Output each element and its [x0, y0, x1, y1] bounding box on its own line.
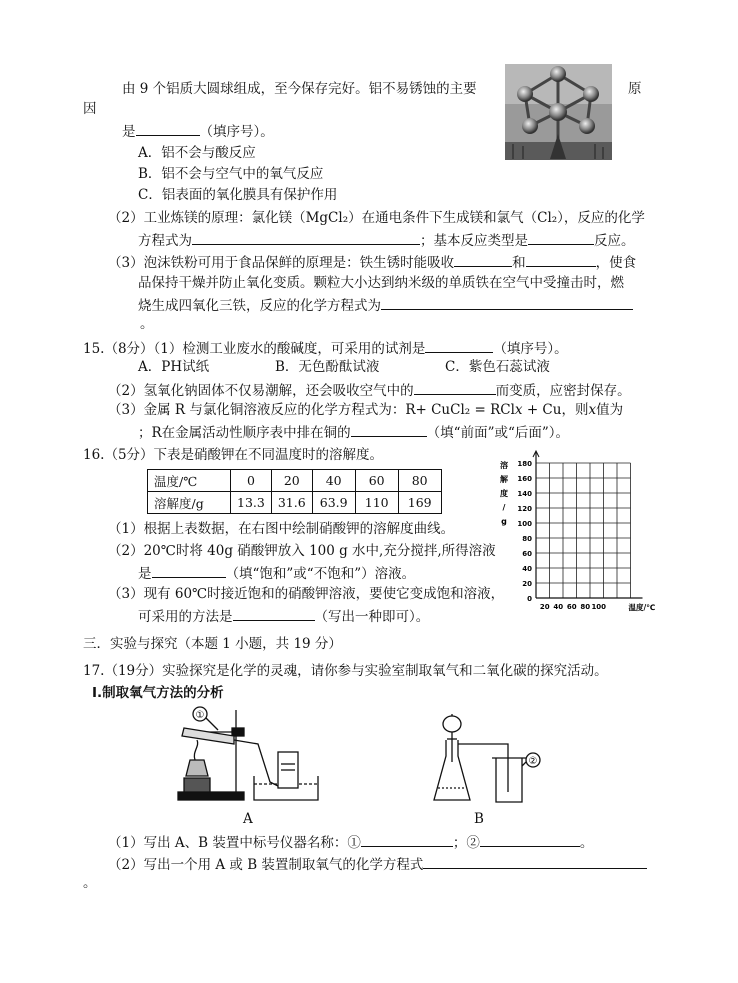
- section-three-title: 三．实验与探究（本题 1 小题，共 19 分）: [83, 636, 342, 652]
- table-row: [148, 470, 442, 492]
- y-tick-label: 0: [527, 595, 532, 603]
- apparatus-a-diagram: [170, 704, 322, 808]
- y-tick-label: 60: [522, 550, 532, 558]
- table-cell: 13.3: [231, 492, 272, 514]
- table-cell: 169: [398, 492, 441, 514]
- q14-part3-line3: 烧生成四氧化三铁，反应的化学方程式为: [138, 295, 633, 315]
- table-cell: 80: [398, 470, 441, 492]
- q14-part3-line4: 。: [140, 316, 154, 332]
- q17-line1: 17.（19分）实验探究是化学的灵魂，请你参与实验室制取氧气和二氧化碳的探究活动。: [83, 663, 608, 679]
- apparatus-b-diagram: [430, 712, 542, 808]
- table-cell: 0: [231, 470, 272, 492]
- q15-option-a: A．PH试纸: [138, 359, 210, 375]
- x-tick-label: 80: [580, 603, 591, 611]
- q15-line1: 15.（8分）（1）检测工业废水的酸碱度，可采用的试剂是 （填序号）。: [83, 338, 568, 358]
- q16-part3-line1: （3）现有 60℃时接近饱和的硝酸钾溶液，要使它变成饱和溶液，: [108, 586, 505, 602]
- label-a: A: [243, 811, 253, 827]
- q14-part2-line1: （2）工业炼镁的原理：氯化镁（MgCl₂）在通电条件下生成镁和氯气（Cl₂），反应的化学: [108, 210, 645, 226]
- solubility-label-cell: 溶解度/g: [148, 492, 231, 514]
- x-tick-label: 40: [553, 603, 564, 611]
- q15-line4: （3）金属 R 与氯化铜溶液反应的化学方程式为：R+ CuCl₂ = RClx + Cu，则x值为: [108, 402, 624, 418]
- table-row: [148, 492, 442, 514]
- q17-subtitle: Ⅰ.制取氧气方法的分析: [92, 685, 224, 701]
- q14-option-b: B．铝不会与空气中的氧气反应: [138, 166, 324, 182]
- mark-1: ①: [195, 710, 205, 721]
- q14-part3-line2: 品保持干燥并防止氧化变质。颗粒大小达到纳米级的单质铁在空气中受撞击时，燃: [138, 275, 624, 291]
- q14-option-c: C．铝表面的氧化膜具有保护作用: [138, 187, 338, 203]
- y-tick-label: 180: [517, 460, 532, 468]
- table-cell: 40: [312, 470, 355, 492]
- q17-part2-end: 。: [83, 875, 97, 891]
- q17-part2: （2）写出一个用 A 或 B 装置制取氧气的化学方程式: [108, 854, 647, 874]
- y-tick-label: 140: [517, 490, 532, 498]
- q14-part2-line2: 方程式为 ；基本反应类型是 反应。: [138, 230, 635, 250]
- y-tick-label: 40: [522, 565, 532, 573]
- table-cell: 20: [271, 470, 312, 492]
- q15-option-c: C．紫色石蕊试液: [445, 359, 550, 375]
- y-axis-label-char: 溶: [500, 461, 508, 470]
- table-cell: 31.6: [271, 492, 312, 514]
- y-tick-label: 120: [517, 505, 532, 513]
- table-cell: 63.9: [312, 492, 355, 514]
- table-cell: 60: [355, 470, 398, 492]
- y-tick-label: 80: [522, 535, 532, 543]
- x-axis-label: 温度/℃: [628, 603, 656, 612]
- y-tick-label: 20: [522, 580, 532, 588]
- label-b: B: [474, 811, 484, 827]
- y-tick-label: 100: [517, 520, 532, 528]
- x-tick-label: 60: [566, 603, 577, 611]
- temp-label-cell: 温度/℃: [148, 470, 231, 492]
- q14-line1: 由 9 个铝质大圆球组成，至今保存完好。铝不易锈蚀的主要: [122, 81, 477, 97]
- q16-part2-line2: 是 （填“饱和”或“不饱和”）溶液。: [138, 563, 415, 583]
- y-axis-label-char: /: [502, 503, 506, 512]
- q16-line1: 16.（5分）下表是硝酸钾在不同温度时的溶解度。: [83, 447, 384, 463]
- q17-part1: （1）写出 A、B 装置中标号仪器名称：① ；② 。: [108, 832, 593, 852]
- solubility-grid: [490, 448, 690, 620]
- q16-part2-line1: （2）20℃时将 40g 硝酸钾放入 100 g 水中,充分搅拌,所得溶液: [108, 543, 496, 559]
- q14-line3: 是 （填序号）。: [122, 121, 274, 141]
- q16-part3-line2: 可采用的方法是 （写出一种即可）。: [138, 606, 429, 626]
- solubility-table: [147, 469, 442, 514]
- q14-part3-line1: （3）泡沫铁粉可用于食品保鲜的原理是：铁生锈时能吸收 和 ，使食: [108, 252, 636, 272]
- q15-line3: （2）氢氧化钠固体不仅易潮解，还会吸收空气中的 而变质，应密封保存。: [108, 380, 631, 400]
- q15-line5: ；R在金属活动性顺序表中排在铜的 （填“前面”或“后面”）。: [138, 422, 569, 442]
- y-axis-label-char: g: [501, 517, 507, 526]
- y-tick-label: 160: [517, 475, 532, 483]
- q15-option-b: B．无色酚酞试液: [275, 359, 380, 375]
- y-axis-label-char: 度: [500, 489, 508, 498]
- q14-option-a: A．铝不会与酸反应: [138, 145, 256, 161]
- mark-2: ②: [528, 756, 538, 767]
- x-tick-label: 100: [591, 603, 607, 611]
- table-cell: 110: [355, 492, 398, 514]
- x-tick-label: 20: [539, 603, 550, 611]
- q14-line2: 因: [83, 101, 97, 117]
- q14-line1-post: 原: [628, 81, 642, 97]
- y-axis-label-char: 解: [500, 475, 508, 484]
- q16-part1: （1）根据上表数据，在右图中绘制硝酸钾的溶解度曲线。: [108, 521, 455, 537]
- atomium-photo: [505, 64, 612, 160]
